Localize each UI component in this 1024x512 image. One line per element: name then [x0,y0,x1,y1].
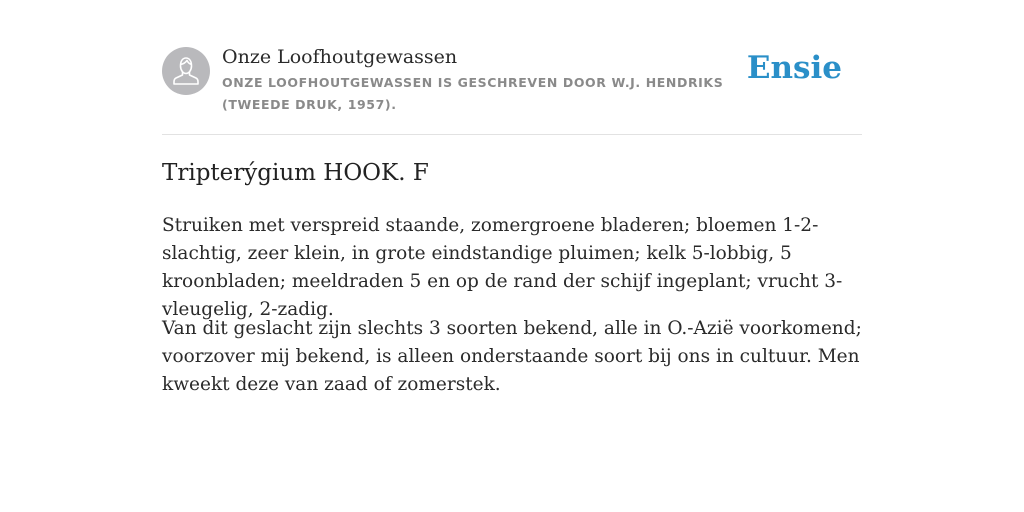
avatar [162,47,210,95]
source-header [162,0,862,135]
user-silhouette-icon [162,47,210,95]
article-paragraph-2: Van dit geslacht zijn slechts 3 soorten bekend, alle in O.-Azië voorkomend; voorzover mij bekend, is alleen onderstaande soort bij ons in cultuur. Men kweekt deze van zaad of zomerstek. [162,318,862,395]
article-paragraph-1: Struiken met verspreid staande, zomergroene bladeren; bloemen 1-2-slachtig, zeer klein, in grote eindstandige pluimen; kelk 5-lobbig, 5 kroonbladen; meeldraden 5 en op de rand der schijf ingeplant; vrucht 3-vleugelig, 2-zadig. [162,215,843,320]
source-subtitle: ONZE LOOFHOUTGEWASSEN IS GESCHREVEN DOOR W.J. HENDRIKS (TWEEDE DRUK, 1957). [222,75,724,112]
source-title[interactable]: Onze Loofhoutgewassen [222,46,458,68]
brand-logo[interactable]: Ensie [746,50,842,86]
article-title: Tripterýgium HOOK. F [162,160,429,186]
page-content [162,0,862,395]
